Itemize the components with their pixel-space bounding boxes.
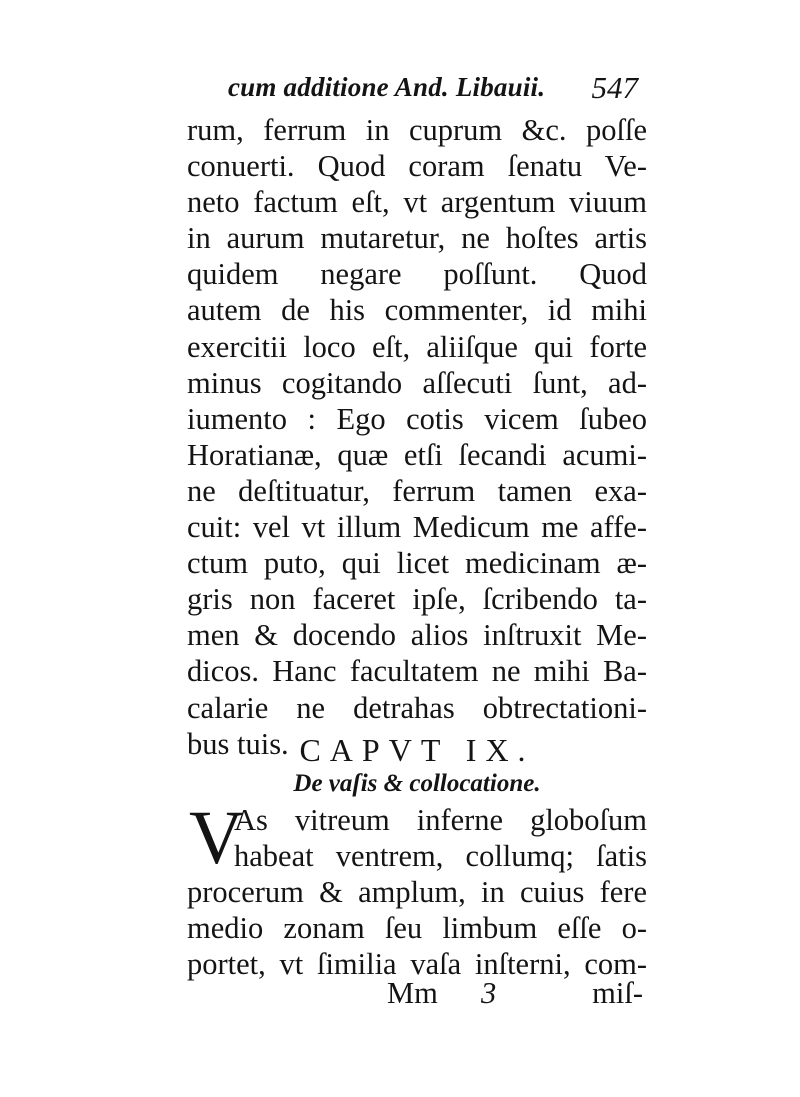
text-line: exercitii loco eſt, aliiſque qui forte bbox=[187, 329, 647, 364]
text-line: medio zonam ſeu limbum eſſe o- bbox=[187, 911, 647, 946]
body-text bbox=[187, 112, 647, 762]
text-line: Horatianæ, quæ etſi ſecandi acumi- bbox=[187, 437, 647, 472]
page-footer bbox=[187, 975, 647, 1011]
text-line: in aurum mutaretur, ne hoſtes artis bbox=[187, 221, 647, 256]
text-line: ctum puto, qui licet medicinam æ- bbox=[187, 546, 647, 581]
text-line: iumento : Ego cotis vicem ſubeo bbox=[187, 401, 647, 436]
text-line: cuit: vel vt illum Medicum me affe- bbox=[187, 510, 647, 545]
text-line: neto factum eſt, vt argentum viuum bbox=[187, 185, 647, 220]
text-line: quidem negare poſſunt. Quod bbox=[187, 257, 647, 292]
catchword: miſ- bbox=[592, 976, 643, 1010]
text-line: calarie ne detrahas obtrectationi- bbox=[187, 690, 647, 725]
text-line: rum, ferrum in cuprum &c. poſſe bbox=[187, 113, 647, 147]
text-line: habeat ventrem, collumq; ſatis bbox=[234, 839, 647, 874]
signature-number: 3 bbox=[481, 976, 497, 1010]
text-line: ne deſtituatur, ferrum tamen exa- bbox=[187, 473, 647, 508]
text-line: bus tuis. bbox=[187, 726, 289, 761]
running-title: cum additione And. Libauii. bbox=[228, 72, 546, 102]
running-head bbox=[228, 70, 648, 110]
chapter-text bbox=[187, 796, 647, 982]
chapter-title: CAPVT IX. bbox=[299, 732, 535, 768]
page-number: 547 bbox=[591, 70, 638, 105]
text-line: procerum & amplum, in cuius fere bbox=[187, 875, 647, 910]
text-line: As vitreum inferne globoſum bbox=[234, 803, 647, 837]
text-line: dicos. Hanc facultatem ne mihi Ba- bbox=[187, 654, 647, 689]
text-line: gris non faceret ipſe, ſcribendo ta- bbox=[187, 582, 647, 617]
text-line: men & docendo alios inſtruxit Me- bbox=[187, 618, 647, 653]
text-line: autem de his commenter, id mihi bbox=[187, 293, 647, 328]
drop-cap: V bbox=[189, 796, 244, 880]
text-line: minus cogitando aſſecuti ſunt, ad- bbox=[187, 365, 647, 400]
text-line: portet, vt ſimilia vaſa inſterni, com- bbox=[187, 947, 647, 982]
chapter-subtitle: De vaſis & collocatione. bbox=[293, 770, 541, 797]
text-line: conuerti. Quod coram ſenatu Ve- bbox=[187, 149, 647, 184]
signature-mark: Mm bbox=[387, 976, 438, 1010]
